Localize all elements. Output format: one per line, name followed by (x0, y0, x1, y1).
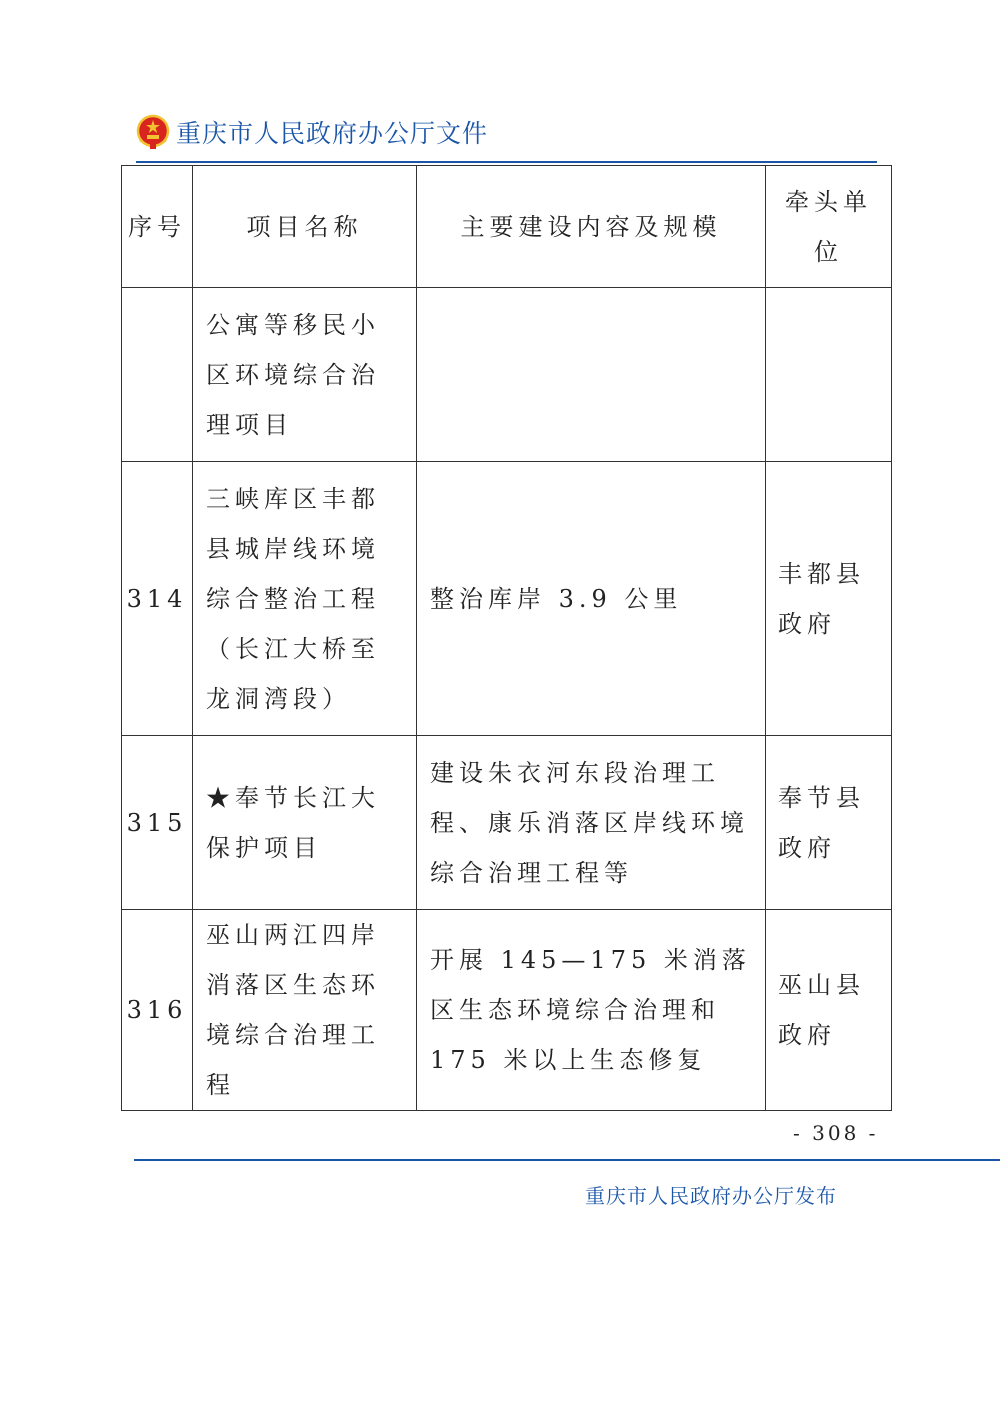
header-title: 重庆市人民政府办公厅文件 (176, 119, 489, 148)
row-content-cell (417, 462, 766, 736)
row-no: 316 (122, 910, 193, 1111)
row-name: 巫山两江四岸消落区生态环境综合治理工程 (206, 921, 380, 1099)
row-unit: 奉节县政府 (778, 783, 865, 862)
table-row (122, 288, 892, 462)
row-content-cell (417, 288, 766, 462)
row-name-cell (193, 910, 417, 1111)
column-header-no: 序号 (122, 166, 193, 288)
row-content: 建设朱衣河东段治理工程、康乐消落区岸线环境综合治理工程等 (430, 758, 749, 887)
page-number: - 308 - (793, 1121, 879, 1145)
row-name: ★奉节长江大保护项目 (206, 783, 380, 862)
row-unit: 巫山县政府 (778, 971, 865, 1049)
row-content-cell (417, 910, 766, 1111)
table-row (122, 462, 892, 736)
row-name: 公寓等移民小区环境综合治理项目 (206, 310, 380, 439)
row-content: 整治库岸 3.9 公里 (430, 584, 683, 613)
document-header (136, 112, 488, 152)
footer-divider (134, 1159, 1000, 1161)
row-no: 314 (122, 462, 193, 736)
row-unit-cell (766, 910, 892, 1111)
national-emblem-icon (136, 114, 170, 150)
row-name-cell (193, 462, 417, 736)
row-unit-cell (766, 462, 892, 736)
row-name-cell (193, 736, 417, 910)
row-name: 三峡库区丰都县城岸线环境综合整治工程（长江大桥至龙洞湾段） (206, 484, 380, 713)
project-table (121, 165, 892, 1111)
footer-publisher: 重庆市人民政府办公厅发布 (585, 1184, 837, 1208)
row-no: 315 (122, 736, 193, 910)
column-header-content: 主要建设内容及规模 (417, 166, 766, 288)
table-row (122, 736, 892, 910)
row-content: 开展 145—175 米消落区生态环境综合治理和 175 米以上生态修复 (430, 946, 751, 1074)
column-header-unit-text: 牵头单位 (785, 187, 872, 266)
row-name-cell (193, 288, 417, 462)
header-divider (136, 161, 877, 163)
table-row (122, 910, 892, 1111)
row-no (122, 288, 193, 462)
row-unit-cell (766, 288, 892, 462)
row-unit-cell (766, 736, 892, 910)
table-header-row (122, 166, 892, 288)
column-header-name: 项目名称 (193, 166, 417, 288)
row-unit: 丰都县政府 (778, 559, 865, 638)
row-content-cell (417, 736, 766, 910)
column-header-unit (766, 166, 892, 288)
